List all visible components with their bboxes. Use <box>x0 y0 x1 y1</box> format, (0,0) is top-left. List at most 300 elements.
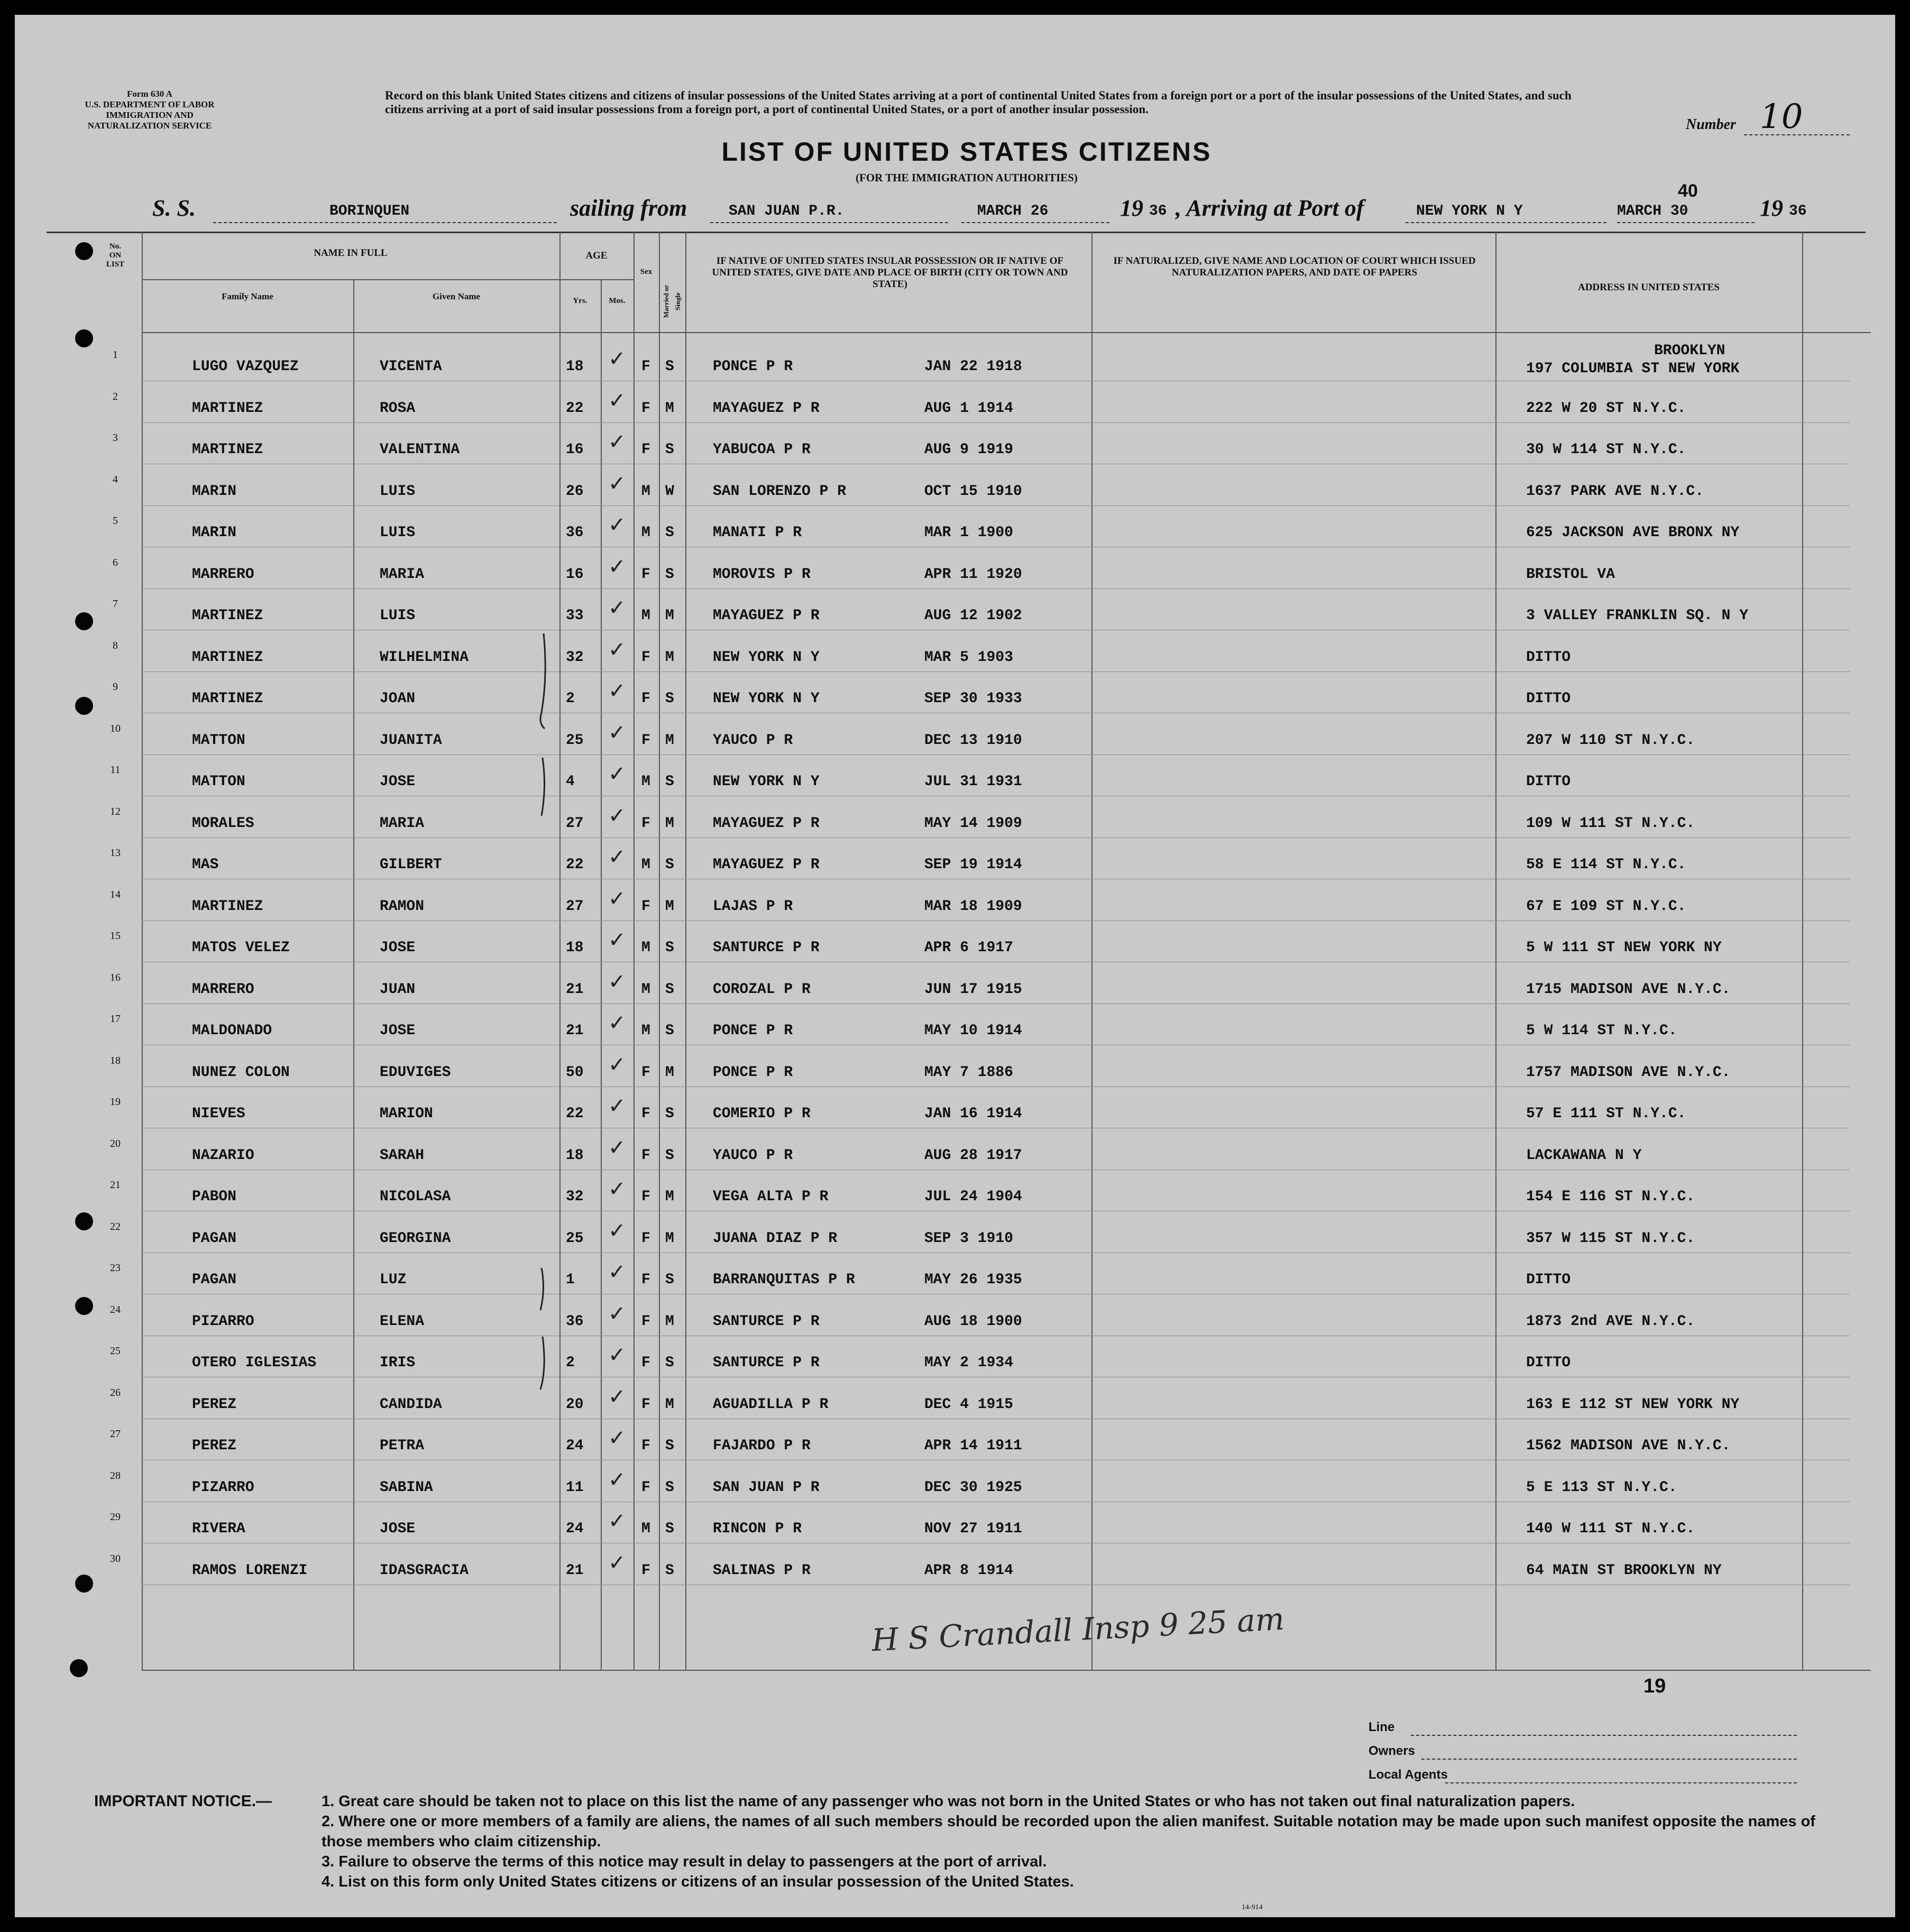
row-rule <box>142 588 1850 589</box>
birth-date: MAY 10 1914 <box>924 1023 1022 1039</box>
binder-hole <box>75 329 93 347</box>
from-port: SAN JUAN P.R. <box>729 203 844 219</box>
row-number: 7 <box>113 598 118 610</box>
birth-date: MAY 7 1886 <box>924 1064 1014 1081</box>
birth-place: SAN LORENZO P R <box>713 483 847 500</box>
row-number: 28 <box>110 1470 121 1482</box>
row-number: 9 <box>113 681 118 693</box>
sex: M <box>641 525 650 541</box>
address: 64 MAIN ST BROOKLYN NY <box>1526 1562 1722 1579</box>
given-name: LUIS <box>380 525 416 541</box>
check-mark: ✓ <box>608 1260 626 1284</box>
family-name: PAGAN <box>192 1272 237 1288</box>
age-years: 16 <box>566 566 584 583</box>
age-years: 50 <box>566 1064 584 1081</box>
marital-status: S <box>665 691 674 707</box>
sex: F <box>641 1189 650 1205</box>
address: 57 E 111 ST N.Y.C. <box>1526 1106 1686 1122</box>
row-number: 23 <box>110 1262 121 1274</box>
row-number: 25 <box>110 1345 121 1357</box>
address: 197 COLUMBIA ST NEW YORK <box>1526 361 1740 377</box>
address: 163 E 112 ST NEW YORK NY <box>1526 1396 1740 1413</box>
number-label: Number <box>1686 116 1736 133</box>
marital-status: S <box>665 1023 674 1039</box>
marital-status: M <box>665 1313 674 1330</box>
row-rule <box>142 505 1850 506</box>
row-number: 11 <box>110 764 121 776</box>
check-mark: ✓ <box>608 555 626 579</box>
header-yrs: Yrs. <box>573 297 587 305</box>
sex: M <box>641 1521 650 1537</box>
inspector-signature <box>871 1601 1285 1659</box>
birth-date: MAR 5 1903 <box>924 649 1014 666</box>
birth-place: JUANA DIAZ P R <box>713 1230 838 1247</box>
check-mark: ✓ <box>608 1219 626 1243</box>
address: 1715 MADISON AVE N.Y.C. <box>1526 981 1731 998</box>
check-mark: ✓ <box>608 970 626 994</box>
footer-fields <box>1353 1720 1802 1791</box>
marital-status: S <box>665 525 674 541</box>
birth-place: NEW YORK N Y <box>713 774 820 790</box>
address: DITTO <box>1526 1272 1571 1288</box>
age-years: 21 <box>566 1023 584 1039</box>
birth-date: SEP 30 1933 <box>924 691 1022 707</box>
given-name: SABINA <box>380 1479 433 1496</box>
birth-place: MAYAGUEZ P R <box>713 400 820 417</box>
given-name: LUIS <box>380 483 416 500</box>
marital-status: S <box>665 1562 674 1579</box>
age-years: 18 <box>566 1147 584 1164</box>
check-mark: ✓ <box>608 1385 626 1409</box>
row-number: 2 <box>113 391 118 402</box>
sex: F <box>641 1479 650 1496</box>
binder-hole <box>75 242 93 260</box>
sex: M <box>641 981 650 998</box>
given-name: LUZ <box>380 1272 407 1288</box>
header-name-in-full: NAME IN FULL <box>314 247 388 259</box>
birth-place: MOROVIS P R <box>713 566 811 583</box>
given-name: GILBERT <box>380 857 442 873</box>
marital-status: S <box>665 774 674 790</box>
form-id: Form 630 A U.S. DEPARTMENT OF LABOR IMMIGRATION AND NATURALIZATION SERVICE <box>85 89 215 131</box>
row-number: 29 <box>110 1511 121 1523</box>
birth-place: PONCE P R <box>713 358 793 375</box>
birth-date: AUG 28 1917 <box>924 1147 1022 1164</box>
address: LACKAWANA N Y <box>1526 1147 1642 1164</box>
address: 154 E 116 ST N.Y.C. <box>1526 1189 1695 1205</box>
given-name: PETRA <box>380 1438 425 1454</box>
given-name: EDUVIGES <box>380 1064 451 1081</box>
marital-status: S <box>665 1147 674 1164</box>
age-years: 26 <box>566 483 584 500</box>
family-name: MARTINEZ <box>192 441 263 458</box>
given-name: NICOLASA <box>380 1189 451 1205</box>
address: 140 W 111 ST N.Y.C. <box>1526 1521 1695 1537</box>
family-name: MARIN <box>192 483 237 500</box>
sex: M <box>641 483 650 500</box>
birth-place: SANTURCE P R <box>713 940 820 956</box>
birth-date: OCT 15 1910 <box>924 483 1022 500</box>
check-mark: ✓ <box>608 887 626 911</box>
marital-status: S <box>665 1272 674 1288</box>
birth-date: JUL 24 1904 <box>924 1189 1022 1205</box>
address: BRISTOL VA <box>1526 566 1615 583</box>
check-mark: ✓ <box>608 804 626 828</box>
given-name: JOSE <box>380 940 416 956</box>
age-years: 2 <box>566 1355 575 1371</box>
family-name: MARTINEZ <box>192 400 263 417</box>
birth-place: MANATI P R <box>713 525 802 541</box>
check-mark: ✓ <box>608 721 626 745</box>
binder-hole <box>75 1575 93 1593</box>
row-number: 16 <box>110 972 121 983</box>
header-given-name: Given Name <box>432 291 481 301</box>
age-years: 21 <box>566 981 584 998</box>
check-mark: ✓ <box>608 347 626 371</box>
birth-place: MAYAGUEZ P R <box>713 857 820 873</box>
notice-heading: IMPORTANT NOTICE.— <box>94 1792 272 1810</box>
birth-date: AUG 1 1914 <box>924 400 1014 417</box>
header-naturalized: IF NATURALIZED, GIVE NAME AND LOCATION OF COURT WHICH ISSUED NATURALIZATION PAPERS, AND DATE OF PAPERS <box>1113 255 1476 278</box>
birth-date: JUN 17 1915 <box>924 981 1022 998</box>
given-name: IRIS <box>380 1355 416 1371</box>
line-label: Line <box>1369 1720 1395 1734</box>
address: 5 W 114 ST N.Y.C. <box>1526 1023 1677 1039</box>
row-number: 4 <box>113 474 118 485</box>
marital-status: W <box>665 483 674 500</box>
arriving-label: , Arriving at Port of <box>1176 195 1364 221</box>
birth-place: COMERIO P R <box>713 1106 811 1122</box>
given-name: MARIA <box>380 566 425 583</box>
family-name: MARRERO <box>192 981 254 998</box>
family-name: PIZARRO <box>192 1313 254 1330</box>
address: 207 W 110 ST N.Y.C. <box>1526 732 1695 749</box>
address: 357 W 115 ST N.Y.C. <box>1526 1230 1695 1247</box>
address: 222 W 20 ST N.Y.C. <box>1526 400 1686 417</box>
address: 5 W 111 ST NEW YORK NY <box>1526 940 1722 956</box>
address: 109 W 111 ST N.Y.C. <box>1526 815 1695 832</box>
given-name: MARION <box>380 1106 433 1122</box>
row-number: 26 <box>110 1387 121 1399</box>
birth-place: YAUCO P R <box>713 1147 793 1164</box>
family-name: PAGAN <box>192 1230 237 1247</box>
family-name: MORALES <box>192 815 254 832</box>
header-sex: Sex <box>640 268 653 276</box>
sex: F <box>641 1355 650 1371</box>
birth-date: MAR 1 1900 <box>924 525 1014 541</box>
age-years: 22 <box>566 400 584 417</box>
voyage-line <box>142 181 1855 232</box>
sex: M <box>641 774 650 790</box>
age-years: 32 <box>566 649 584 666</box>
signature-text: H S Crandall Insp 9 25 am <box>870 1600 1285 1659</box>
arrival-year-prefix: 19 <box>1760 195 1783 221</box>
depart-year-prefix: 19 <box>1120 195 1143 221</box>
birth-place: AGUADILLA P R <box>713 1396 829 1413</box>
age-years: 22 <box>566 1106 584 1122</box>
age-years: 1 <box>566 1272 575 1288</box>
check-mark: ✓ <box>608 1177 626 1201</box>
birth-place: RINCON P R <box>713 1521 802 1537</box>
family-name: MATTON <box>192 732 245 749</box>
address: DITTO <box>1526 774 1571 790</box>
address: 67 E 109 ST N.Y.C. <box>1526 898 1686 915</box>
age-years: 11 <box>566 1479 584 1496</box>
check-mark: ✓ <box>608 679 626 703</box>
row-rule <box>142 671 1850 672</box>
header-address: ADDRESS IN UNITED STATES <box>1577 282 1720 293</box>
check-mark: ✓ <box>608 1426 626 1450</box>
check-mark: ✓ <box>608 1468 626 1492</box>
given-name: IDASGRACIA <box>380 1562 469 1579</box>
birth-date: SEP 3 1910 <box>924 1230 1014 1247</box>
check-mark: ✓ <box>608 1509 626 1533</box>
family-name: MARTINEZ <box>192 608 263 624</box>
age-years: 25 <box>566 1230 584 1247</box>
age-years: 16 <box>566 441 584 458</box>
row-number: 14 <box>110 889 121 900</box>
row-number: 15 <box>110 930 121 942</box>
marital-status: S <box>665 566 674 583</box>
age-years: 4 <box>566 774 575 790</box>
age-years: 36 <box>566 1313 584 1330</box>
check-mark: ✓ <box>608 1011 626 1035</box>
birth-date: MAR 18 1909 <box>924 898 1022 915</box>
row-number: 20 <box>110 1138 121 1149</box>
given-name: LUIS <box>380 608 416 624</box>
check-mark: ✓ <box>608 638 626 662</box>
birth-date: DEC 13 1910 <box>924 732 1022 749</box>
sex: F <box>641 1313 650 1330</box>
family-name: MARTINEZ <box>192 691 263 707</box>
address: 1637 PARK AVE N.Y.C. <box>1526 483 1704 500</box>
check-mark: ✓ <box>608 928 626 952</box>
check-mark: ✓ <box>608 513 626 537</box>
birth-place: NEW YORK N Y <box>713 649 820 666</box>
notice-item-1: 1. Great care should be taken not to place on this list the name of any passenger who was not born in the United States or who has not taken out final naturalization papers. <box>322 1793 1575 1810</box>
given-name: JOSE <box>380 774 416 790</box>
sex: M <box>641 857 650 873</box>
address: DITTO <box>1526 1355 1571 1371</box>
birth-place: SAN JUAN P R <box>713 1479 820 1496</box>
arrival-port: NEW YORK N Y <box>1416 203 1523 219</box>
family-name: MATTON <box>192 774 245 790</box>
marital-status: M <box>665 898 674 915</box>
notice-item-4: 4. List on this form only United States citizens or citizens of an insular possession of the United States. <box>322 1873 1074 1890</box>
family-name: NUNEZ COLON <box>192 1064 290 1081</box>
important-notice <box>94 1791 1839 1892</box>
agents-label: Local Agents <box>1369 1768 1448 1782</box>
sex: F <box>641 649 650 666</box>
birth-date: JAN 16 1914 <box>924 1106 1022 1122</box>
family-name: PABON <box>192 1189 237 1205</box>
birth-place: SANTURCE P R <box>713 1355 820 1371</box>
birth-date: JUL 31 1931 <box>924 774 1022 790</box>
marital-status: M <box>665 649 674 666</box>
row-rule <box>142 422 1850 423</box>
binder-hole <box>75 1297 93 1315</box>
binder-hole <box>75 697 93 715</box>
birth-date: MAY 2 1934 <box>924 1355 1014 1371</box>
address: 3 VALLEY FRANKLIN SQ. N Y <box>1526 608 1749 624</box>
address: DITTO <box>1526 691 1571 707</box>
birth-date: APR 11 1920 <box>924 566 1022 583</box>
family-name: RIVERA <box>192 1521 245 1537</box>
sex: F <box>641 1147 650 1164</box>
birth-date: APR 14 1911 <box>924 1438 1022 1454</box>
page-title: LIST OF UNITED STATES CITIZENS <box>721 137 1212 167</box>
sex: F <box>641 815 650 832</box>
marital-status: S <box>665 441 674 458</box>
marital-status: S <box>665 1106 674 1122</box>
marital-status: M <box>665 1064 674 1081</box>
header-family-name: Family Name <box>222 291 273 301</box>
given-name: VALENTINA <box>380 441 460 458</box>
page-subtitle: (FOR THE IMMIGRATION AUTHORITIES) <box>856 171 1078 184</box>
sex: F <box>641 1064 650 1081</box>
arrival-date: MARCH 30 <box>1617 203 1688 219</box>
number-field <box>1670 97 1850 136</box>
birth-date: JAN 22 1918 <box>924 358 1022 375</box>
given-name: JOAN <box>380 691 416 707</box>
header-age: AGE <box>585 250 608 261</box>
check-mark: ✓ <box>608 1094 626 1118</box>
header-birth: IF NATIVE OF UNITED STATES INSULAR POSSESSION OR IF NATIVE OF UNITED STATES, GIVE DATE AND PLACE OF BIRTH (CITY OR TOWN AND STATE) <box>712 255 1068 290</box>
form-prelude: Record on this blank United States citizens and citizens of insular possessions of the United States arriving at a port of continental United States from a foreign port or a port of the insular possessions of the United States, and such citizens arriving at a port of said insular possessions from a foreign port, a port of continental United States, or a port of another insular possession. <box>385 89 1572 116</box>
sex: F <box>641 358 650 375</box>
family-bracket-marks <box>533 628 554 1421</box>
marital-status: S <box>665 1479 674 1496</box>
check-mark: ✓ <box>608 1343 626 1367</box>
header-no-on-list: No. ON LIST <box>106 242 125 269</box>
birth-place: FAJARDO P R <box>713 1438 811 1454</box>
family-name: MATOS VELEZ <box>192 940 290 956</box>
age-years: 27 <box>566 815 584 832</box>
owners-label: Owners <box>1369 1744 1416 1758</box>
birth-place: YAUCO P R <box>713 732 793 749</box>
notice-item-3: 3. Failure to observe the terms of this notice may result in delay to passengers at the port of arrival. <box>322 1853 1047 1870</box>
given-name: ELENA <box>380 1313 425 1330</box>
marital-status: M <box>665 1189 674 1205</box>
given-name: JUANITA <box>380 732 442 749</box>
address-line-above: BROOKLYN <box>1654 343 1725 359</box>
sailing-label: sailing from <box>570 195 687 221</box>
age-years: 24 <box>566 1521 584 1537</box>
age-years: 21 <box>566 1562 584 1579</box>
check-mark: ✓ <box>608 1136 626 1160</box>
check-mark: ✓ <box>608 596 626 620</box>
given-name: GEORGINA <box>380 1230 451 1247</box>
age-years: 20 <box>566 1396 584 1413</box>
given-name: MARIA <box>380 815 425 832</box>
marital-status: M <box>665 1396 674 1413</box>
row-number: 1 <box>113 349 118 361</box>
sex: F <box>641 1230 650 1247</box>
address: 1873 2nd AVE N.Y.C. <box>1526 1313 1695 1330</box>
family-name: MARTINEZ <box>192 898 263 915</box>
family-name: MARTINEZ <box>192 649 263 666</box>
ss-label: S. S. <box>152 195 196 221</box>
sex: F <box>641 1272 650 1288</box>
marital-status: S <box>665 1355 674 1371</box>
check-mark: ✓ <box>608 845 626 869</box>
birth-place: PONCE P R <box>713 1023 793 1039</box>
check-mark: ✓ <box>608 1053 626 1077</box>
sex: F <box>641 1562 650 1579</box>
family-name: PIZARRO <box>192 1479 254 1496</box>
row-number: 8 <box>113 640 118 651</box>
table-top-rule <box>47 232 1866 233</box>
extra-mark: 40 <box>1678 181 1698 201</box>
birth-date: MAY 26 1935 <box>924 1272 1022 1288</box>
binder-hole <box>70 1659 88 1677</box>
age-years: 32 <box>566 1189 584 1205</box>
sex: F <box>641 400 650 417</box>
header-mos: Mos. <box>609 297 626 305</box>
sex: F <box>641 1438 650 1454</box>
depart-year: 36 <box>1149 203 1167 219</box>
sex: M <box>641 940 650 956</box>
family-name: MALDONADO <box>192 1023 272 1039</box>
given-name: JOSE <box>380 1023 416 1039</box>
print-code: 14-914 <box>1242 1903 1263 1911</box>
given-name: VICENTA <box>380 358 442 375</box>
row-number: 6 <box>113 557 118 568</box>
sex: F <box>641 732 650 749</box>
age-years: 18 <box>566 358 584 375</box>
age-years: 2 <box>566 691 575 707</box>
family-name: OTERO IGLESIAS <box>192 1355 317 1371</box>
age-years: 25 <box>566 732 584 749</box>
marital-status: S <box>665 981 674 998</box>
birth-place: BARRANQUITAS P R <box>713 1272 855 1288</box>
row-number: 19 <box>110 1096 121 1108</box>
given-name: JOSE <box>380 1521 416 1537</box>
row-number: 5 <box>113 515 118 527</box>
address: 58 E 114 ST N.Y.C. <box>1526 857 1686 873</box>
depart-date: MARCH 26 <box>977 203 1049 219</box>
given-name: CANDIDA <box>380 1396 442 1413</box>
sex: F <box>641 566 650 583</box>
address: 5 E 113 ST N.Y.C. <box>1526 1479 1677 1496</box>
given-name: RAMON <box>380 898 425 915</box>
row-number: 10 <box>110 723 121 734</box>
row-number: 24 <box>110 1304 121 1315</box>
table-bottom-rule <box>142 1670 1871 1671</box>
marital-status: M <box>665 732 674 749</box>
birth-place: COROZAL P R <box>713 981 811 998</box>
birth-date: APR 8 1914 <box>924 1562 1014 1579</box>
birth-date: APR 6 1917 <box>924 940 1014 956</box>
age-years: 24 <box>566 1438 584 1454</box>
birth-place: MAYAGUEZ P R <box>713 815 820 832</box>
birth-date: DEC 30 1925 <box>924 1479 1022 1496</box>
sex: F <box>641 1106 650 1122</box>
age-years: 22 <box>566 857 584 873</box>
sex: F <box>641 691 650 707</box>
family-name: MARRERO <box>192 566 254 583</box>
given-name: WILHELMINA <box>380 649 469 666</box>
notice-item-2: 2. Where one or more members of a family are aliens, the names of all such members should be recorded upon the alien manifest. Suitable notation may be made upon such manifest opposite the names of those members who claim citizenship. <box>322 1813 1815 1850</box>
address: DITTO <box>1526 649 1571 666</box>
birth-place: SALINAS P R <box>713 1562 811 1579</box>
family-name: LUGO VAZQUEZ <box>192 358 299 375</box>
family-name: MARIN <box>192 525 237 541</box>
birth-date: NOV 27 1911 <box>924 1521 1022 1537</box>
row-number: 18 <box>110 1055 121 1066</box>
check-mark: ✓ <box>608 430 626 454</box>
marital-status: M <box>665 1230 674 1247</box>
